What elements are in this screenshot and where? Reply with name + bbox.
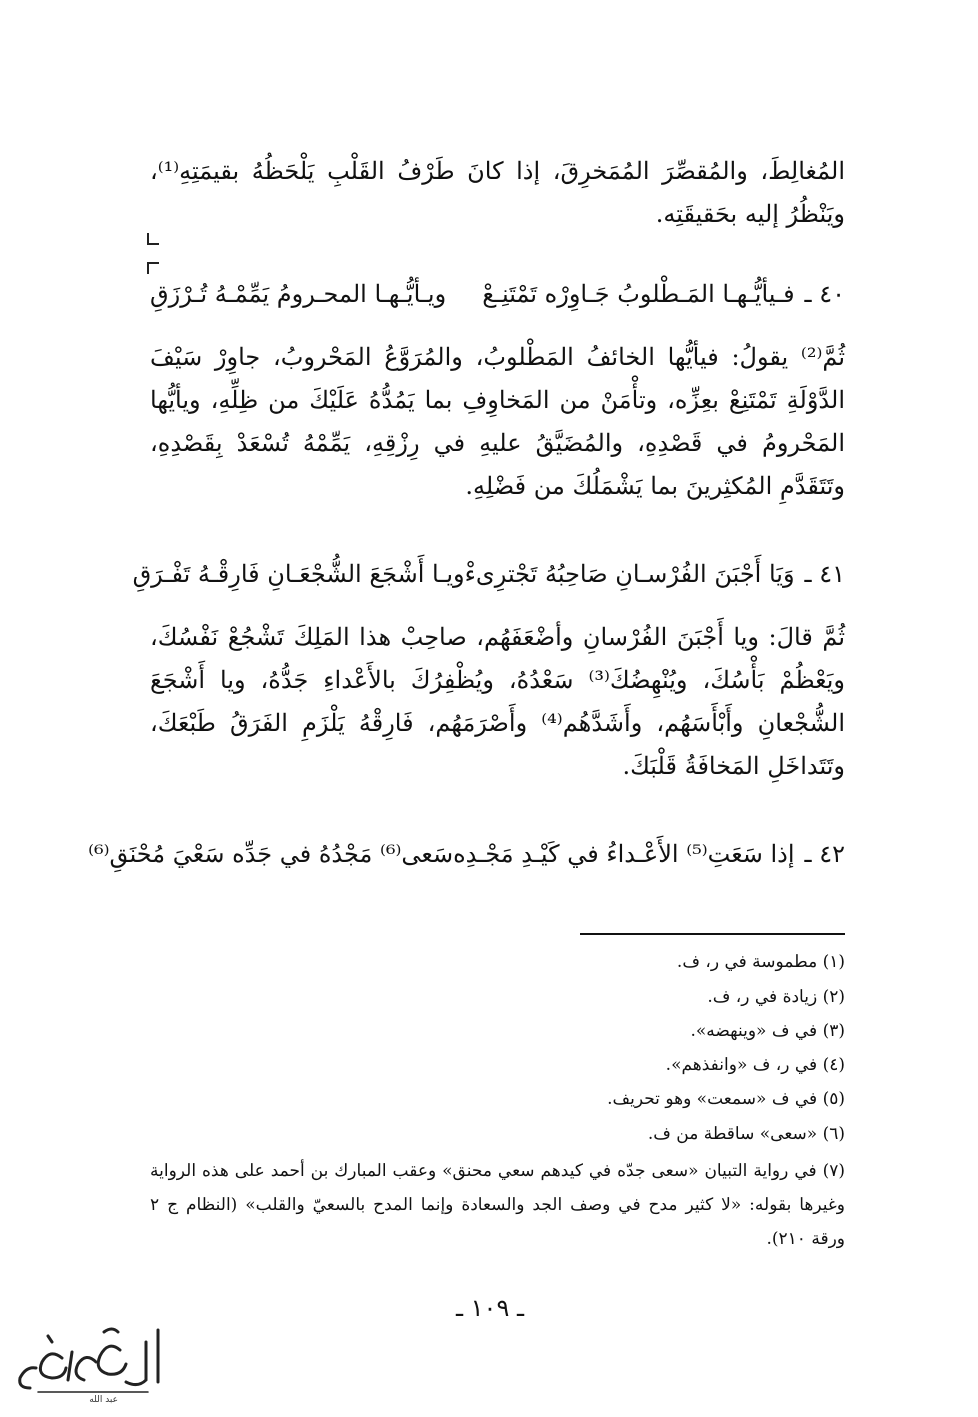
verse-41 (132, 552, 845, 596)
footnote-1: (١) مطموسة في ر، ف. (676, 952, 845, 972)
verse-42 (88, 832, 845, 876)
verse-first-hemistich: فـيأيُّـهـا المَـطْلوبُ جَـاوِرْه تَمْتَنِـعْ (482, 280, 795, 308)
footnote-4: (٤) في ر، ف «وانفذهم». (665, 1055, 845, 1075)
library-stamp-logo (8, 1322, 168, 1404)
paragraph-2: ثُمَّ⁽²⁾ يقولُ: فيأيُّها الخائفُ المَطْلوبُ، والمُرَوَّعُ المَحْروبُ، جاوِرْ سَيْفَ الدَّوْلَةِ تَمْتَنِعْ بعِزِّه، وتأْمَنْ من المَخاوِفِ بما يَمُدُّهُ عَلَيْكَ من ظِلِّهِ، ويأيُّها المَحْرومُ في قَصْدِهِ، والمُضَيَّقُ عليهِ في رِزْقِهِ، يَمِّمْهُ تُسْعَدْ بِقَصْدِهِ، وتَتَقَدَّمِ المُكثِرينَ بما يَشْمَلُكَ من فَضْلِهِ. (150, 343, 845, 500)
verse-40 (150, 272, 845, 316)
footnote-6: (٦) «سعى» ساقطة من ف. (647, 1124, 845, 1144)
footnote-3: (٣) في ف «وينهضه». (690, 1021, 845, 1041)
svg-text:عبد الله: عبد الله (89, 1395, 118, 1404)
verse-second-hemistich: ويـا أَشْجَعَ الشُّجْعَـانِ فَارِقْـهُ تَفْـرَقِ (132, 560, 465, 588)
paragraph-1: المُغالِطَ، والمُقصِّرَ المُمَخرِقَ، إذا كانَ طَرْفُ القَلْبِ يَلْحَظُهُ بقيمَتِهِ⁽¹⁾، ويَنْظُرُ إليه بحَقيقَتِه. (150, 157, 845, 228)
footnote-7: (٧) في رواية التبيان «سعى جدّه في كيدهم سعي محنق» وعقب المبارك بن أحمد على هذه الرواية وغيرها بقوله: «لا كثير مدح في وصف الجد والسعادة وإنما المدح بالسعيّ والقلب» (النظام ج ٢ ورقة ٢١٠). (150, 1161, 845, 1249)
page-number: ـ ١٠٩ ـ (455, 1294, 524, 1322)
verse-number: ٤٢ ـ (804, 840, 845, 868)
corner-mark-bottom (147, 233, 159, 245)
verse-first-hemistich: إذا سَعَتِ⁽⁵⁾ الأَعْـداءُ في كَيْـدِ مَجْـدِه (453, 840, 795, 868)
paragraph-3: ثُمَّ قالَ: ويا أَجْبَنَ الفُرْسانِ وأضْعَفَهُم، صاحِبْ هذا المَلِكَ تَشْجُعْ نَفْسُكَ، ويَعْظُمْ بَأْسُكَ، ويُنْهِضُكَ⁽³⁾ سَعْدُهُ، ويُظْفِرُكَ بالأَعْداءِ جَدُّهُ، ويا أَشْجَعَ الشُّجْعانِ وأَبْأَسَهُم، وأَشَدَّهُم⁽⁴⁾ وأَصْرَمَهُم، فَارِقْهُ يَلْزَمِ الفَرَقُ طَبْعَكَ، وتَتَداخَلِ المَخافَةُ قَلْبَكَ. (150, 623, 845, 780)
verse-second-hemistich: ويـأيُّـهـا المحـرومُ يَمِّمْـهُ تُـرْزَقِ (150, 280, 447, 308)
footnote-divider (580, 933, 845, 935)
footnote-2: (٢) زيادة في ر، ف. (707, 987, 845, 1007)
stamp-calligraphy-icon (8, 1322, 168, 1404)
verse-number: ٤٠ ـ (804, 280, 845, 308)
footnote-5: (٥) في ف «سمعت» وهو تحريف. (607, 1089, 845, 1109)
verse-first-hemistich: وَيَا أَجْبَنَ الفُرْسـانِ صَاحِبُهُ تَجْترِىءْ (464, 560, 795, 588)
verse-second-hemistich: سَعى⁽⁶⁾ مَجْدُهُ في جَدِّه سَعْيَ مُحْنَقِ⁽⁶⁾ (88, 840, 454, 868)
verse-number: ٤١ ـ (804, 560, 845, 588)
